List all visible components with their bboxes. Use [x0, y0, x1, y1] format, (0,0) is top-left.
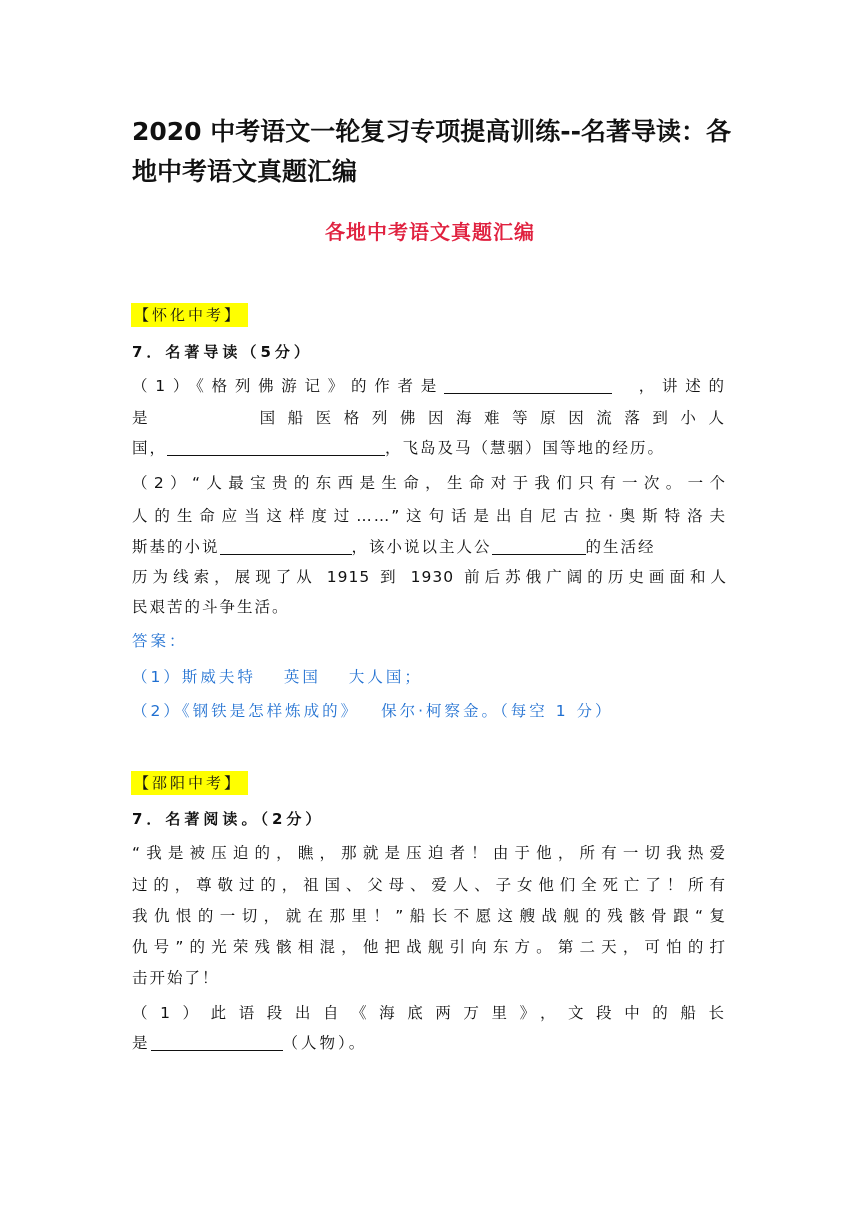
fill-blank: [444, 375, 612, 394]
paragraph-line: 人的生命应当这样度过……”这句话是出自尼古拉·奥斯特洛夫: [132, 507, 727, 525]
section-tag-huaihua: 【怀化中考】: [131, 303, 248, 327]
section-tag-shaoyang: 【邵阳中考】: [131, 771, 248, 795]
document-title: [132, 112, 732, 192]
paragraph-line: 过的，尊敬过的，祖国、父母、爱人、子女他们全死亡了！所有: [132, 876, 727, 894]
paragraph-line: 是 （人物）。: [132, 1034, 368, 1052]
fill-blank: [220, 536, 352, 555]
fill-blank: [167, 437, 385, 456]
answer-line-1: （1）斯威夫特 英国 大人国；: [132, 668, 423, 686]
paragraph-line: “我是被压迫的，瞧，那就是压迫者！由于他，所有一切我热爱: [132, 844, 727, 862]
fill-blank: [492, 536, 586, 555]
title-line-2: 地中考语文真题汇编: [132, 157, 358, 186]
answer-label: 答案：: [132, 632, 188, 650]
paragraph-line: 击开始了！: [132, 969, 220, 987]
paragraph-line: （1）此语段出自《海底两万里》，文段中的船长: [132, 1004, 727, 1022]
question-heading-1: 7．名著导读（5分）: [132, 343, 313, 361]
title-line-1: 2020 中考语文一轮复习专项提高训练--名著导读：各: [132, 117, 732, 146]
fill-blank: [151, 1032, 283, 1051]
paragraph-line: 历为线索，展现了从 1915 到 1930 前后苏俄广阔的历史画面和人: [132, 568, 727, 586]
paragraph-line: （2）“人最宝贵的东西是生命，生命对于我们只有一次。一个: [132, 474, 727, 492]
paragraph-line: 仇号”的光荣残骸相混，他把战舰引向东方。第二天，可怕的打: [132, 938, 727, 956]
answer-line-2: （2）《钢铁是怎样炼成的》 保尔·柯察金。（每空 1 分）: [132, 702, 614, 720]
paragraph-line: 我仇恨的一切，就在那里！”船长不愿这艘战舰的残骸骨跟“复: [132, 907, 727, 925]
paragraph-line: （1）《格列佛游记》的作者是 ，讲述的: [132, 377, 727, 395]
paragraph-line: 民艰苦的斗争生活。: [132, 598, 290, 616]
paragraph-line: 斯基的小说 ，该小说以主人公 的生活经: [132, 538, 656, 556]
paragraph-line: 是 国船医格列佛因海难等原因流落到小人: [132, 409, 727, 427]
question-heading-2: 7．名著阅读。（2分）: [132, 810, 325, 828]
paragraph-line: 国， ，飞岛及马（慧骃）国等地的经历。: [132, 439, 666, 457]
document-subtitle: 各地中考语文真题汇编: [325, 220, 535, 244]
